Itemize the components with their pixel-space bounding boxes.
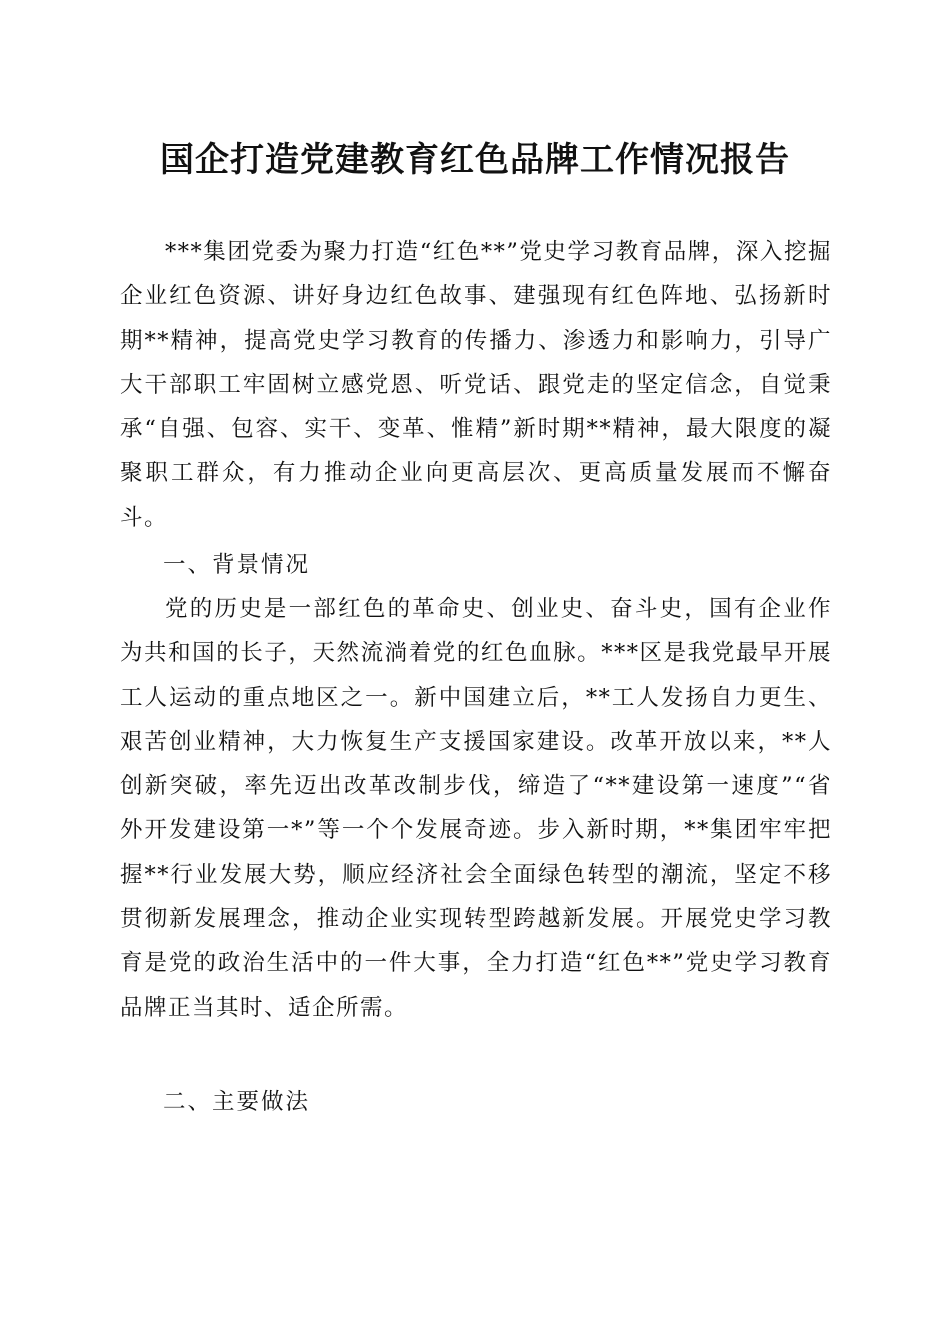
document-title: 国企打造党建教育红色品牌工作情况报告 [160,140,790,180]
section-heading-background: 一、背景情况 [163,552,311,578]
background-paragraph: 党的历史是一部红色的革命史、创业史、奋斗史，国有企业作为共和国的长子，天然流淌着党的红色血脉。***区是我党最早开展工人运动的重点地区之一。新中国建立后，**工人发扬自力更生、艰苦创业精神，大力恢复生产支援国家建设。改革开放以来，**人创新突破，率先迈出改革改制步伐，缔造了“**建设第一速度”“省外开发建设第一*”等一个个发展奇迹。步入新时期，**集团牢牢把握**行业发展大势，顺应经济社会全面绿色转型的潮流，坚定不移贯彻新发展理念，推动企业实现转型跨越新发展。开展党史学习教育是党的政治生活中的一件大事，全力打造“红色**”党史学习教育品牌正当其时、适企所需。 [120,596,832,1021]
section-heading-main-practices: 二、主要做法 [163,1089,311,1115]
intro-paragraph: ***集团党委为聚力打造“红色**”党史学习教育品牌，深入挖掘企业红色资源、讲好身边红色故事、建强现有红色阵地、弘扬新时期**精神，提高党史学习教育的传播力、渗透力和影响力，引导广大干部职工牢固树立感党恩、听党话、跟党走的坚定信念，自觉秉承“自强、包容、实干、变革、惟精”新时期**精神，最大限度的凝聚职工群众，有力推动企业向更高层次、更高质量发展而不懈奋斗。 [120,239,832,531]
